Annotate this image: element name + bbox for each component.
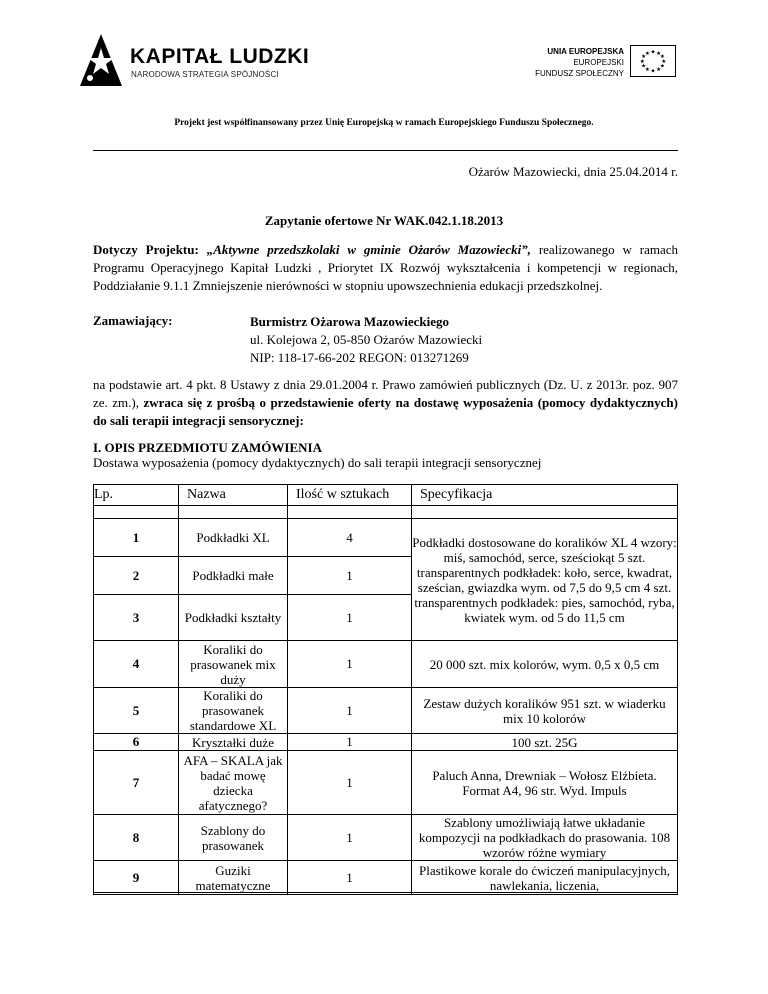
table-row bbox=[94, 641, 678, 688]
svg-text:★: ★ bbox=[656, 66, 662, 73]
eu-logo-text bbox=[524, 46, 624, 79]
header-lp: Lp. bbox=[94, 485, 179, 506]
svg-text:★: ★ bbox=[644, 66, 650, 73]
row-spec: Plastikowe korale do ćwiczeń manipulacyjnych, nawlekania, liczenia, bbox=[412, 861, 678, 895]
row-lp: 2 bbox=[94, 557, 179, 595]
table-row bbox=[94, 519, 678, 557]
table-row bbox=[94, 815, 678, 861]
row-lp: 6 bbox=[94, 734, 179, 751]
project-lead: Dotyczy Projektu: bbox=[93, 242, 207, 257]
row-name: Koraliki do prasowanek mix duży bbox=[179, 641, 288, 688]
row-spec: Szablony umożliwiają łatwe układanie kompozycji na podkładkach do prasowania. 108 wzorów różne wymiary bbox=[412, 815, 678, 861]
row-lp: 7 bbox=[94, 751, 179, 815]
row-spec: Zestaw dużych koralików 951 szt. w wiaderku mix 10 kolorów bbox=[412, 688, 678, 734]
eu-line-1: UNIA EUROPEJSKA bbox=[547, 47, 624, 56]
row-qty: 4 bbox=[288, 519, 412, 557]
row-qty: 1 bbox=[288, 595, 412, 641]
row-name: Szablony do prasowanek bbox=[179, 815, 288, 861]
row-qty: 1 bbox=[288, 734, 412, 751]
header-specyfikacja: Specyfikacja bbox=[412, 485, 678, 506]
header-nazwa: Nazwa bbox=[179, 485, 288, 506]
row-name: Koraliki do prasowanek standardowe XL bbox=[179, 688, 288, 734]
date-line: Ożarów Mazowiecki, dnia 25.04.2014 r. bbox=[468, 164, 678, 179]
row-name: Podkładki małe bbox=[179, 557, 288, 595]
header-ilosc: Ilość w sztukach bbox=[288, 485, 412, 506]
row-lp: 1 bbox=[94, 519, 179, 557]
row-qty: 1 bbox=[288, 861, 412, 895]
svg-text:★: ★ bbox=[661, 58, 667, 65]
section-subtitle: Dostawa wyposażenia (pomocy dydaktycznych) do sali terapii integracji sensorycznej bbox=[93, 455, 542, 470]
kapital-ludzki-title: KAPITAŁ LUDZKI bbox=[130, 45, 310, 68]
project-description: realizowanego w ramach Programu Operacyjnego Kapitał Ludzki , Priorytet IX Rozwój wykształcenia i kompetencji w regionach, Poddziałanie 9.1.1 Zmniejszenie nierówności w stopniu upowszechnienia edukacji przedszkolnej. bbox=[93, 242, 678, 293]
row-name: Kryształki duże bbox=[179, 734, 288, 751]
table-spacer-row bbox=[94, 506, 678, 519]
legal-paragraph bbox=[93, 376, 678, 430]
eu-line-3: FUNDUSZ SPOŁECZNY bbox=[535, 69, 624, 78]
zamawiajacy-label: Zamawiający: bbox=[93, 313, 173, 328]
order-table bbox=[93, 484, 678, 895]
row-qty: 1 bbox=[288, 557, 412, 595]
row-lp: 9 bbox=[94, 861, 179, 895]
table-header-row bbox=[94, 485, 678, 506]
row-lp: 8 bbox=[94, 815, 179, 861]
svg-text:★: ★ bbox=[650, 68, 656, 75]
eu-flag-icon bbox=[630, 45, 676, 77]
svg-text:★: ★ bbox=[641, 63, 647, 70]
project-paragraph bbox=[93, 241, 678, 295]
header-divider bbox=[93, 150, 678, 151]
svg-text:★: ★ bbox=[639, 58, 645, 65]
table-row bbox=[94, 688, 678, 734]
legal-request: zwraca się z prośbą o przedstawienie oferty na dostawę wyposażenia (pomocy dydaktycznych) do sali terapii integracji sensorycznej: bbox=[93, 395, 678, 428]
project-name: „Aktywne przedszkolaki w gminie Ożarów Mazowiecki”, bbox=[206, 242, 531, 257]
svg-text:★: ★ bbox=[644, 50, 650, 57]
svg-text:★: ★ bbox=[659, 54, 665, 61]
row-qty: 1 bbox=[288, 641, 412, 688]
document-title: Zapytanie ofertowe Nr WAK.042.1.18.2013 bbox=[264, 213, 504, 228]
row-spec: Paluch Anna, Drewniak – Wołosz Elżbieta. Format A4, 96 str. Wyd. Impuls bbox=[412, 751, 678, 815]
table-row bbox=[94, 861, 678, 895]
svg-text:★: ★ bbox=[656, 50, 662, 57]
row-lp: 4 bbox=[94, 641, 179, 688]
zamawiajacy-ids: NIP: 118-17-66-202 REGON: 013271269 bbox=[250, 350, 469, 365]
kapital-ludzki-subtitle: NARODOWA STRATEGIA SPÓJNOŚCI bbox=[131, 70, 279, 79]
table-row bbox=[94, 734, 678, 751]
section-title: I. OPIS PRZEDMIOTU ZAMÓWIENIA bbox=[93, 440, 322, 455]
row-spec-1-3: Podkładki dostosowane do koralików XL 4 wzory: miś, samochód, serce, sześciokąt 5 szt. transparentnych podkładek: koło, serce, kwadrat, sześcian, gwiazdka wym. od 7,5 do 9,5 cm 4 szt. transparentnych podkładek: pies, samochód, ryba, kwiatek wym. od 5 do 11,5 cm bbox=[412, 519, 678, 641]
legal-basis: na podstawie art. 4 pkt. 8 Ustawy z dnia 29.01.2004 r. Prawo zamówień publicznych (Dz. U. z 2013r. poz. 907 ze. zm.), bbox=[93, 377, 678, 410]
row-name: Guziki matematyczne bbox=[179, 861, 288, 895]
row-lp: 5 bbox=[94, 688, 179, 734]
footer-divider bbox=[93, 892, 678, 893]
row-name: AFA – SKALA jak badać mowę dziecka afatycznego? bbox=[179, 751, 288, 815]
svg-text:★: ★ bbox=[650, 49, 656, 56]
row-qty: 1 bbox=[288, 688, 412, 734]
row-qty: 1 bbox=[288, 815, 412, 861]
row-name: Podkładki kształty bbox=[179, 595, 288, 641]
table-row bbox=[94, 751, 678, 815]
zamawiajacy-address: ul. Kolejowa 2, 05-850 Ożarów Mazowiecki bbox=[250, 332, 483, 347]
kapital-ludzki-star-logo bbox=[80, 34, 122, 86]
row-qty: 1 bbox=[288, 751, 412, 815]
svg-text:★: ★ bbox=[641, 54, 647, 61]
row-spec: 20 000 szt. mix kolorów, wym. 0,5 x 0,5 cm bbox=[412, 641, 678, 688]
svg-text:★: ★ bbox=[659, 63, 665, 70]
row-lp: 3 bbox=[94, 595, 179, 641]
eu-line-2: EUROPEJSKI bbox=[573, 58, 624, 67]
row-spec: 100 szt. 25G bbox=[412, 734, 678, 751]
zamawiajacy-name: Burmistrz Ożarowa Mazowieckiego bbox=[250, 314, 450, 329]
zamawiajacy-details bbox=[250, 313, 482, 367]
row-name: Podkładki XL bbox=[179, 519, 288, 557]
project-funding-note: Projekt jest współfinansowany przez Unię Europejską w ramach Europejskiego Funduszu Społecznego. bbox=[174, 118, 594, 128]
